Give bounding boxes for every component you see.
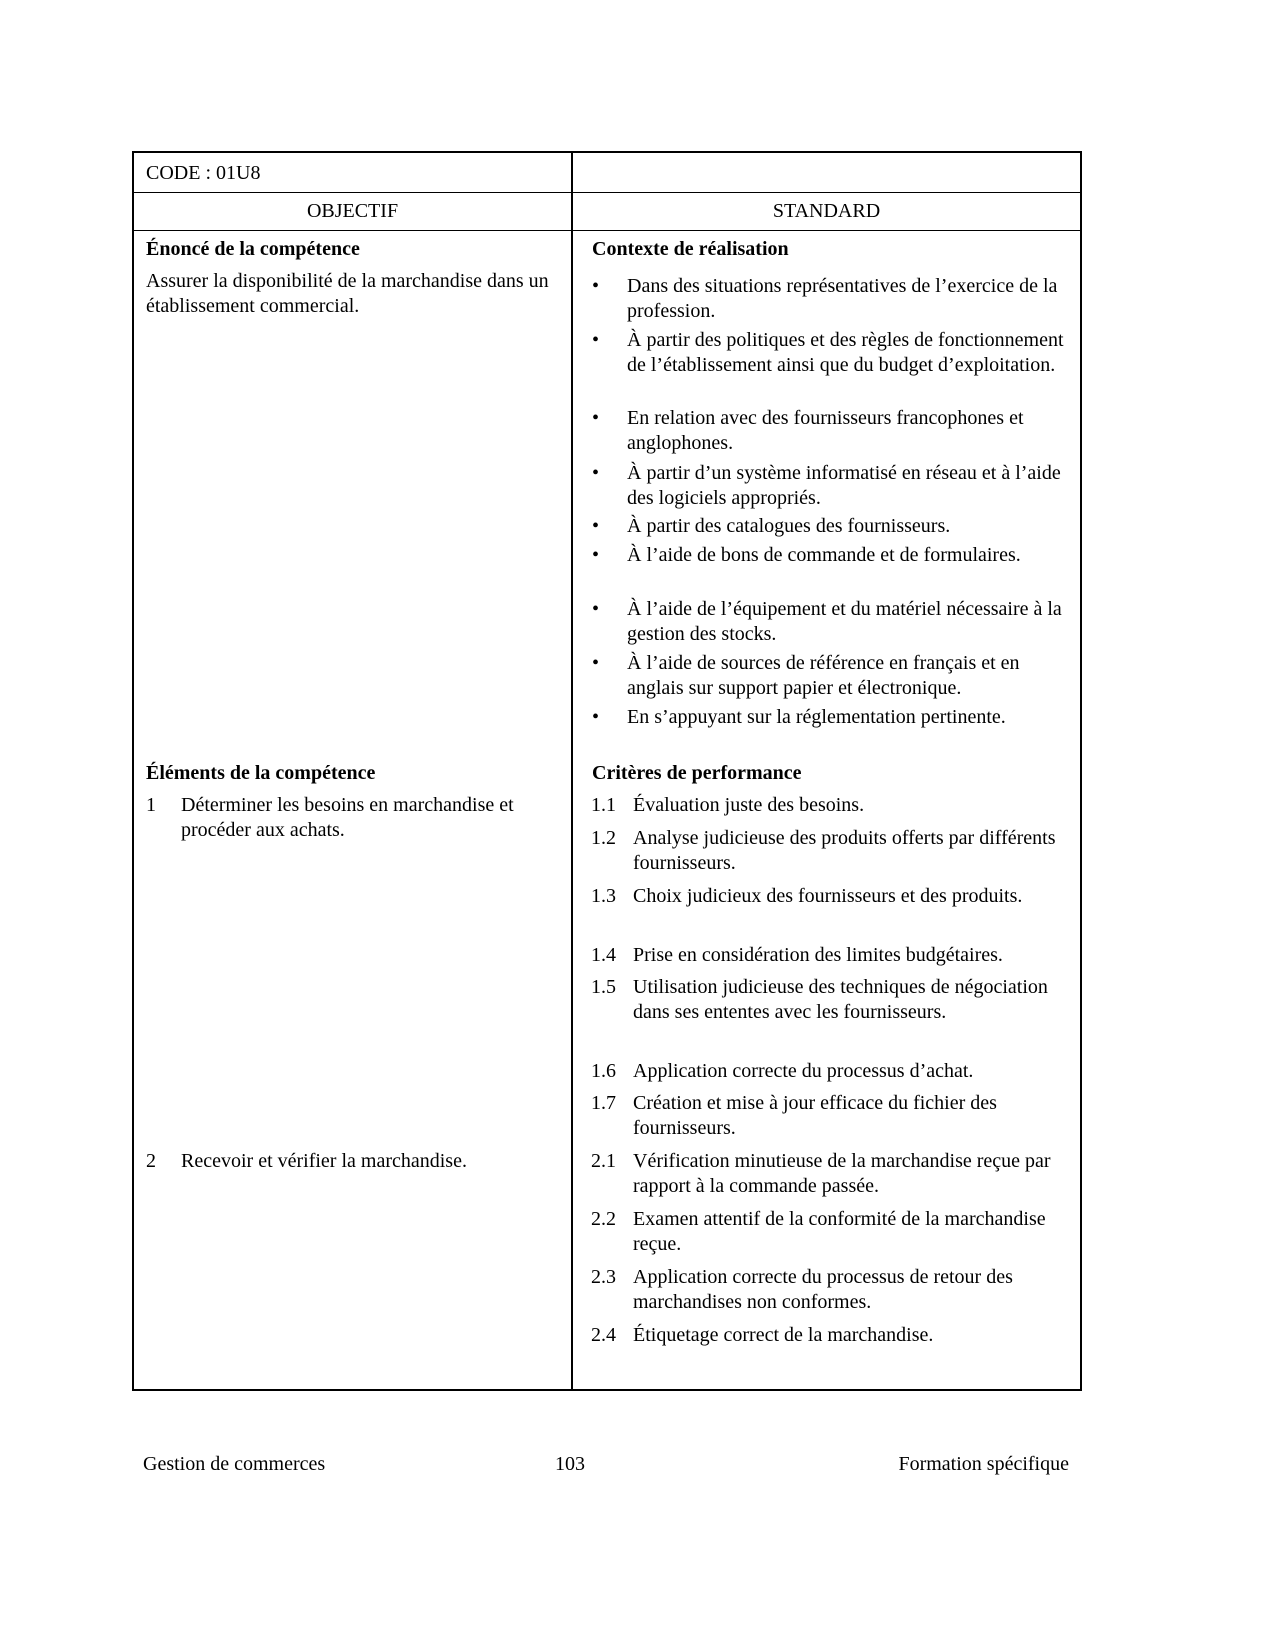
critere-text: Application correcte du processus d’achat.	[633, 1060, 974, 1082]
criteres-title: Critères de performance	[592, 762, 802, 784]
critere-text: Choix judicieux des fournisseurs et des produits.	[633, 885, 1023, 907]
table-border-left	[132, 151, 134, 1391]
standard-header: STANDARD	[772, 200, 881, 222]
bullet-icon: •	[592, 407, 600, 429]
contexte-item: À l’aide de l’équipement et du matériel nécessaire à la gestion des stocks.	[627, 598, 1062, 645]
element-text: Déterminer les besoins en marchandise et procéder aux achats.	[181, 794, 514, 841]
footer-left: Gestion de commerces	[143, 1453, 326, 1475]
row-divider	[132, 230, 1082, 231]
contexte-item: À l’aide de sources de référence en français et en anglais sur support papier et électronique.	[627, 652, 1020, 699]
contexte-item: À partir d’un système informatisé en réseau et à l’aide des logiciels appropriés.	[627, 462, 1061, 509]
footer-right: Formation spécifique	[898, 1453, 1069, 1475]
bullet-icon: •	[592, 329, 600, 351]
critere-text: Vérification minutieuse de la marchandise reçue par rapport à la commande passée.	[633, 1150, 1051, 1197]
critere-text: Création et mise à jour efficace du fichier des fournisseurs.	[633, 1092, 997, 1139]
critere-text: Analyse judicieuse des produits offerts par différents fournisseurs.	[633, 827, 1056, 874]
critere-number: 1.3	[591, 885, 616, 907]
critere-text: Prise en considération des limites budgétaires.	[633, 944, 1003, 966]
critere-text: Étiquetage correct de la marchandise.	[633, 1324, 934, 1346]
row-divider	[132, 192, 1082, 193]
critere-number: 2.3	[591, 1266, 616, 1288]
element-text: Recevoir et vérifier la marchandise.	[181, 1150, 467, 1172]
critere-number: 1.6	[591, 1060, 616, 1082]
elements-title: Éléments de la compétence	[146, 762, 376, 784]
table-border-bottom	[132, 1389, 1082, 1391]
bullet-icon: •	[592, 462, 600, 484]
page-number: 103	[555, 1453, 585, 1475]
critere-number: 1.5	[591, 976, 616, 998]
contexte-item: En s’appuyant sur la réglementation pertinente.	[627, 706, 1006, 728]
code-label: CODE : 01U8	[146, 162, 261, 184]
critere-number: 2.4	[591, 1324, 616, 1346]
bullet-icon: •	[592, 275, 600, 297]
contexte-item: À partir des politiques et des règles de fonctionnement de l’établissement ainsi que du budget d’exploitation.	[627, 329, 1064, 376]
critere-number: 1.4	[591, 944, 616, 966]
critere-number: 1.7	[591, 1092, 616, 1114]
enonce-text: Assurer la disponibilité de la marchandise dans un établissement commercial.	[146, 270, 549, 317]
table-divider	[571, 151, 573, 1391]
critere-number: 2.1	[591, 1150, 616, 1172]
critere-text: Application correcte du processus de retour des marchandises non conformes.	[633, 1266, 1013, 1313]
bullet-icon: •	[592, 515, 600, 537]
critere-text: Examen attentif de la conformité de la marchandise reçue.	[633, 1208, 1046, 1255]
critere-text: Évaluation juste des besoins.	[633, 794, 865, 816]
contexte-item: À l’aide de bons de commande et de formulaires.	[627, 544, 1021, 566]
contexte-item: Dans des situations représentatives de l’exercice de la profession.	[627, 275, 1058, 322]
element-number: 2	[146, 1150, 156, 1172]
objectif-header: OBJECTIF	[306, 200, 399, 222]
critere-text: Utilisation judicieuse des techniques de négociation dans ses ententes avec les fournisseurs.	[633, 976, 1048, 1023]
table-border-top	[132, 151, 1082, 153]
contexte-title: Contexte de réalisation	[592, 238, 789, 260]
critere-number: 1.2	[591, 827, 616, 849]
contexte-item: En relation avec des fournisseurs francophones et anglophones.	[627, 407, 1024, 454]
critere-number: 2.2	[591, 1208, 616, 1230]
critere-number: 1.1	[591, 794, 616, 816]
bullet-icon: •	[592, 706, 600, 728]
contexte-item: À partir des catalogues des fournisseurs.	[627, 515, 951, 537]
table-border-right	[1080, 151, 1082, 1391]
element-number: 1	[146, 794, 156, 816]
enonce-title: Énoncé de la compétence	[146, 238, 360, 260]
bullet-icon: •	[592, 652, 600, 674]
bullet-icon: •	[592, 598, 600, 620]
bullet-icon: •	[592, 544, 600, 566]
